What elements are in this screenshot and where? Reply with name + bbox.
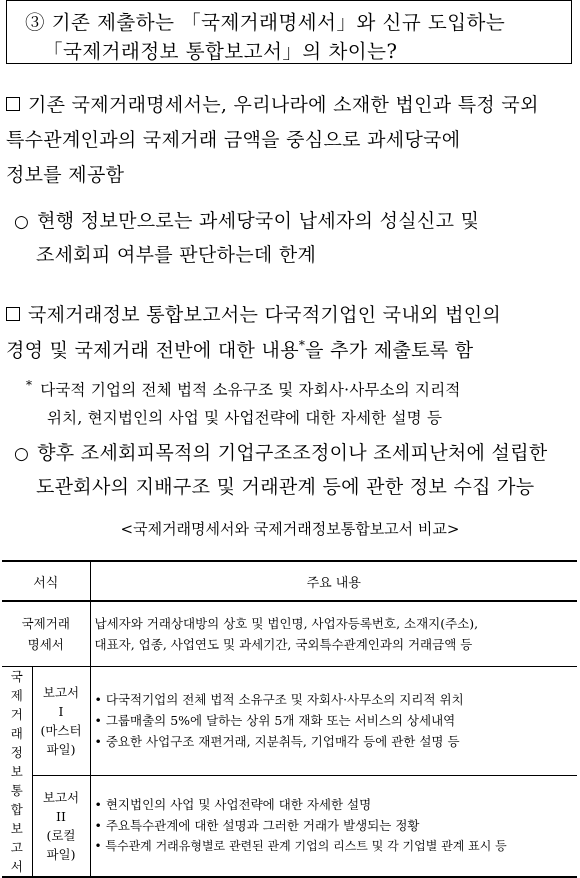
list-item: • 특수관계 거래유형별로 관련된 관계 기업의 리스트 및 각 기업별 관계 표시 등 — [94, 839, 507, 854]
row1-label: 국제거래 명세서 — [2, 601, 90, 667]
list-item: • 다국적기업의 전체 법적 소유구조 및 자회사·사무소의 지리적 위치 — [94, 692, 464, 708]
row1-content: 납세자와 거래상대방의 상호 및 법인명, 사업자등록번호, 소재지(주소), 대표자, 업종, 사업연도 및 과세기간, 국외특수관계인과의 거래금액 등 — [90, 601, 577, 667]
list-item: • 중요한 사업구조 재편거래, 지분취득, 기업매각 등에 관한 설명 등 — [94, 734, 460, 750]
checkbox-bullet-icon — [6, 307, 20, 321]
list-item: • 주요특수관계에 대한 설명과 그러한 거래가 발생되는 정황 — [94, 818, 420, 834]
comparison-table — [2, 560, 577, 878]
list-item: • 그룹매출의 5%에 달하는 상위 5개 재화 또는 서비스의 상세내역 — [94, 713, 456, 729]
row3-label: 보고서 II (로컬 파일) — [32, 775, 90, 877]
section1-line-2: 특수관계인과의 국제거래 금액을 중심으로 과세당국에 — [6, 129, 461, 151]
question-line-2: 「국제거래정보 통합보고서」의 차이는? — [43, 40, 398, 63]
section2-line-2: 경영 및 국제거래 전반에 대한 내용*을 추가 제출토록 함 — [6, 338, 474, 362]
circle-bullet-icon: ○ — [14, 212, 30, 232]
question-box — [6, 0, 572, 64]
row3-content — [90, 775, 577, 877]
section1-sub-line-2: 조세회피 여부를 판단하는데 한계 — [36, 244, 317, 266]
footnote-star-icon: * — [26, 378, 33, 392]
section2-note-line-1: * 다국적 기업의 전체 법적 소유구조 및 자회사·사무소의 지리적 — [26, 378, 461, 399]
section1-sub-line-1: ○ 현행 정보만으로는 과세당국이 납세자의 성실신고 및 — [14, 210, 480, 232]
section1-line-1: 기존 국제거래명세서는, 우리나라에 소재한 법인과 특정 국외 — [6, 96, 539, 115]
section2-sub-line-1: ○ 향후 조세회피목적의 기업구조조정이나 조세피난처에 설립한 — [14, 442, 548, 464]
section2-note-line-2: 위치, 현지법인의 사업 및 사업전략에 대한 자세한 설명 등 — [47, 409, 443, 427]
group-label: 국 제 거 래 정 보 통 합 보 고 서 — [2, 667, 32, 878]
section1-line-3: 정보를 제공함 — [6, 164, 125, 186]
table-row — [2, 601, 577, 667]
question-line-1: ③ 기존 제출하는 「국제거래명세서」와 신규 도입하는 — [25, 11, 506, 34]
table-row — [2, 775, 577, 877]
table-header-row — [2, 561, 577, 601]
header-content: 주요 내용 — [90, 561, 577, 601]
section2-line-1: 국제거래정보 통합보고서는 다국적기업인 국내외 법인의 — [6, 306, 501, 325]
list-item: • 현지법인의 사업 및 사업전략에 대한 자세한 설명 — [94, 797, 372, 813]
header-form: 서식 — [2, 561, 90, 601]
table-caption: <국제거래명세서와 국제거래정보통합보고서 비교> — [120, 520, 460, 538]
checkbox-bullet-icon — [6, 97, 20, 111]
section2-sub-line-2: 도관회사의 지배구조 및 거래관계 등에 관한 정보 수집 가능 — [36, 476, 535, 498]
table-row — [2, 667, 577, 776]
circle-bullet-icon: ○ — [14, 444, 30, 464]
row2-label: 보고서 I (마스터 파일) — [32, 667, 90, 776]
row2-content — [90, 667, 577, 776]
